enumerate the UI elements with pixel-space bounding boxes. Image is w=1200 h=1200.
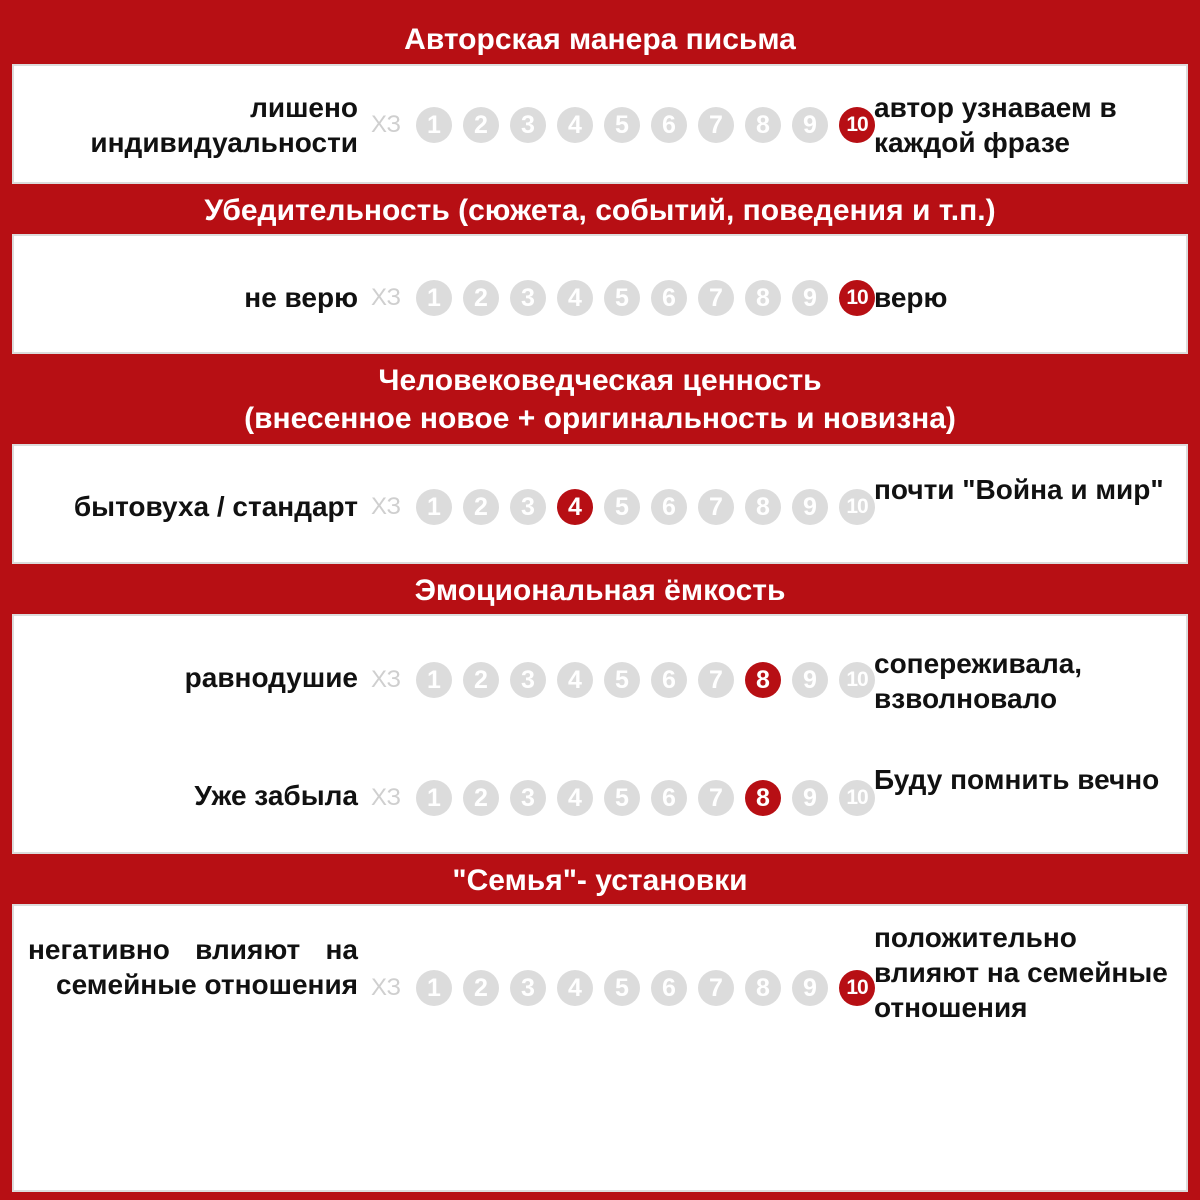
rating-option-2[interactable]: 2 [463, 970, 499, 1006]
scale-left-label: негативно влияют на семейные отношения [28, 934, 358, 1000]
rating-option-3[interactable]: 3 [510, 662, 546, 698]
rating-option-5[interactable]: 5 [604, 970, 640, 1006]
section-panel [12, 64, 1188, 184]
rating-option-2[interactable]: 2 [463, 662, 499, 698]
rating-option-2[interactable]: 2 [463, 780, 499, 816]
rating-option-8[interactable]: 8 [745, 280, 781, 316]
rating-option-1[interactable]: 1 [416, 107, 452, 143]
rating-option-1[interactable]: 1 [416, 489, 452, 525]
rating-option-6[interactable]: 6 [651, 662, 687, 698]
rating-option-1[interactable]: 1 [416, 780, 452, 816]
rating-option-8[interactable]: 8 [745, 970, 781, 1006]
rating-option-9[interactable]: 9 [792, 280, 828, 316]
rating-option-3[interactable]: 3 [510, 280, 546, 316]
rating-scale[interactable] [364, 660, 884, 700]
rating-option-4[interactable]: 4 [557, 280, 593, 316]
rating-option-8-selected[interactable]: 8 [745, 780, 781, 816]
rating-option-6[interactable]: 6 [651, 489, 687, 525]
rating-option-7[interactable]: 7 [698, 489, 734, 525]
rating-option-6[interactable]: 6 [651, 107, 687, 143]
rating-option-6[interactable]: 6 [651, 280, 687, 316]
scale-left-label: лишено индивидуальности [90, 92, 358, 158]
xz-option[interactable]: ХЗ [371, 666, 401, 693]
rating-option-1[interactable]: 1 [416, 662, 452, 698]
rating-option-4[interactable]: 4 [557, 970, 593, 1006]
rating-option-9[interactable]: 9 [792, 780, 828, 816]
scale-left-label: равнодушие [184, 662, 358, 693]
section-title-line2: (внесенное новое + оригинальность и новизна) [244, 402, 956, 435]
rating-option-4[interactable]: 4 [557, 662, 593, 698]
rating-option-5[interactable]: 5 [604, 780, 640, 816]
scale-right-label: верю [874, 282, 948, 313]
rating-option-10[interactable]: 10 [839, 662, 875, 698]
rating-option-10[interactable]: 10 [839, 489, 875, 525]
rating-option-9[interactable]: 9 [792, 107, 828, 143]
rating-option-8[interactable]: 8 [745, 107, 781, 143]
rating-scale[interactable] [364, 278, 884, 318]
xz-option[interactable]: ХЗ [371, 974, 401, 1001]
rating-scale[interactable] [364, 105, 884, 145]
rating-option-6[interactable]: 6 [651, 970, 687, 1006]
section-title: Авторская манера письма [404, 23, 796, 56]
section-title: Человековедческая ценность [378, 364, 822, 397]
rating-option-3[interactable]: 3 [510, 780, 546, 816]
rating-row [14, 920, 1186, 1060]
rating-option-7[interactable]: 7 [698, 970, 734, 1006]
rating-option-2[interactable]: 2 [463, 107, 499, 143]
rating-option-9[interactable]: 9 [792, 970, 828, 1006]
scale-left-label: Уже забыла [194, 780, 358, 811]
rating-option-3[interactable]: 3 [510, 970, 546, 1006]
rating-row [14, 278, 1186, 318]
rating-scale[interactable] [364, 968, 884, 1008]
section-title: Эмоциональная ёмкость [414, 574, 786, 607]
rating-row [14, 762, 1186, 832]
rating-option-5[interactable]: 5 [604, 280, 640, 316]
rating-option-10-selected[interactable]: 10 [839, 970, 875, 1006]
rating-option-4[interactable]: 4 [557, 107, 593, 143]
rating-scale[interactable] [364, 487, 884, 527]
section-panel [12, 234, 1188, 354]
rating-option-10[interactable]: 10 [839, 780, 875, 816]
rating-option-5[interactable]: 5 [604, 662, 640, 698]
xz-option[interactable]: ХЗ [371, 784, 401, 811]
scale-right-label: автор узнаваем в каждой фразе [874, 92, 1117, 158]
rating-option-2[interactable]: 2 [463, 280, 499, 316]
rating-option-10-selected[interactable]: 10 [839, 107, 875, 143]
scale-left-label: бытовуха / стандарт [73, 491, 358, 522]
rating-option-7[interactable]: 7 [698, 780, 734, 816]
rating-option-10-selected[interactable]: 10 [839, 280, 875, 316]
rating-row [14, 472, 1186, 542]
xz-option[interactable]: ХЗ [371, 493, 401, 520]
rating-option-4[interactable]: 4 [557, 780, 593, 816]
rating-option-1[interactable]: 1 [416, 970, 452, 1006]
rating-option-3[interactable]: 3 [510, 107, 546, 143]
rating-option-8[interactable]: 8 [745, 489, 781, 525]
xz-option[interactable]: ХЗ [371, 284, 401, 311]
rating-option-7[interactable]: 7 [698, 107, 734, 143]
rating-option-6[interactable]: 6 [651, 780, 687, 816]
scale-right-label: Буду помнить вечно [874, 764, 1160, 795]
rating-option-5[interactable]: 5 [604, 107, 640, 143]
section-title: Убедительность (сюжета, событий, поведения и т.п.) [204, 194, 996, 227]
rating-option-4-selected[interactable]: 4 [557, 489, 593, 525]
xz-option[interactable]: ХЗ [371, 111, 401, 138]
section-panel [12, 904, 1188, 1192]
rating-option-5[interactable]: 5 [604, 489, 640, 525]
rating-row [14, 90, 1186, 160]
scale-right-label: положительно влияют на семейные отношения [874, 922, 1168, 1023]
rating-option-7[interactable]: 7 [698, 280, 734, 316]
rating-option-3[interactable]: 3 [510, 489, 546, 525]
rating-option-2[interactable]: 2 [463, 489, 499, 525]
rating-option-9[interactable]: 9 [792, 489, 828, 525]
rating-option-7[interactable]: 7 [698, 662, 734, 698]
section-panel [12, 614, 1188, 854]
scale-left-label: не верю [244, 282, 358, 313]
scale-right-label: сопереживала, взволновало [874, 648, 1083, 714]
rating-option-9[interactable]: 9 [792, 662, 828, 698]
rating-option-1[interactable]: 1 [416, 280, 452, 316]
rating-scale[interactable] [364, 778, 884, 818]
rating-option-8-selected[interactable]: 8 [745, 662, 781, 698]
section-title: "Семья"- установки [452, 864, 748, 897]
rating-row [14, 646, 1186, 716]
scale-right-label: почти "Война и мир" [874, 474, 1164, 505]
section-panel [12, 444, 1188, 564]
